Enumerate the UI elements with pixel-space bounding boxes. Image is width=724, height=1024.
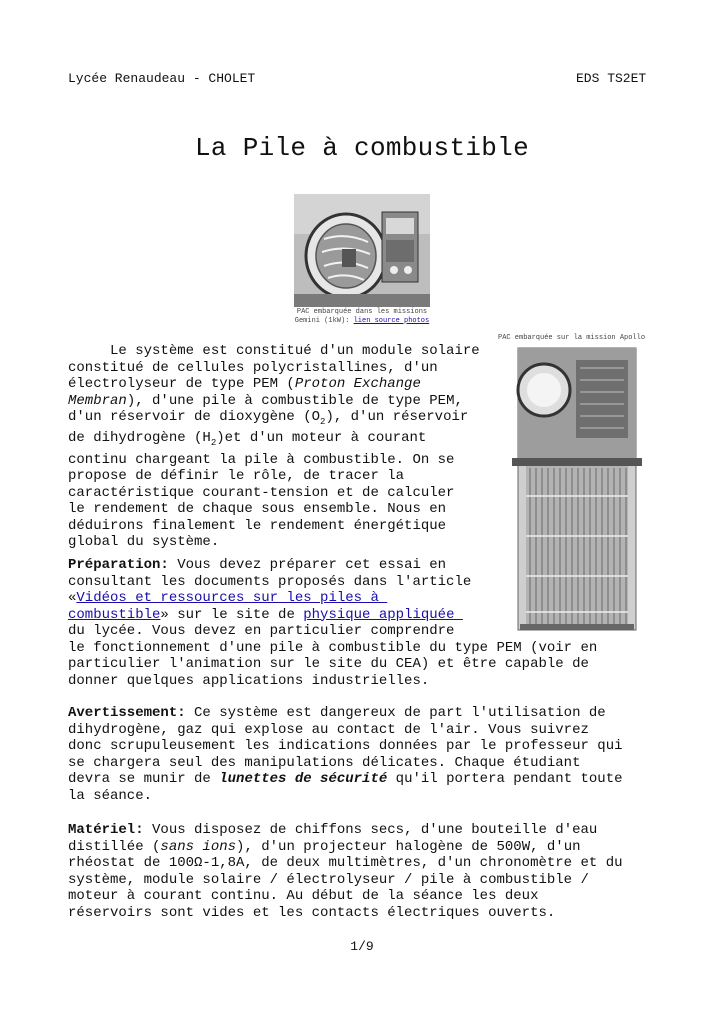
text-line: propose de définir le rôle, de tracer la bbox=[68, 468, 405, 485]
text-line: Le système est constitué d'un module solaire bbox=[68, 343, 480, 359]
text-line: se chargera seul des manipulations délicates. Chaque étudiant bbox=[68, 754, 581, 771]
text-line: qu'il portera pendant toute bbox=[387, 771, 623, 787]
header-class: EDS TS2ET bbox=[576, 71, 647, 86]
text-line: ), d'un projecteur halogène de 500W, d'un bbox=[236, 838, 581, 855]
text-line: dihydrogène, gaz qui explose au contact de l'air. Vous suivrez bbox=[68, 721, 589, 738]
page-number: 1/9 bbox=[350, 939, 374, 954]
italic-term: sans ions bbox=[160, 838, 237, 855]
page-title: La Pile à combustible bbox=[195, 133, 529, 163]
text-line: de dihydrogène (H bbox=[68, 430, 211, 447]
text-line: )et d'un moteur à courant bbox=[216, 430, 427, 447]
text-line: Ce système est dangereux de part l'utilisation de bbox=[185, 705, 606, 721]
subscript: 2 bbox=[320, 416, 326, 427]
text-line: distillée ( bbox=[68, 838, 161, 855]
section-label: Matériel: bbox=[68, 822, 144, 838]
text-line: continu chargeant la pile à combustible. On se bbox=[68, 451, 455, 468]
text-line: réservoirs sont vides et les contacts électriques ouverts. bbox=[68, 904, 556, 921]
section-label: Avertissement: bbox=[68, 705, 186, 721]
intro-paragraph bbox=[68, 343, 480, 551]
header-school: Lycée Renaudeau - CHOLET bbox=[68, 71, 256, 86]
text-line: du lycée. Vous devez en particulier comprendre bbox=[68, 623, 455, 639]
materials-paragraph bbox=[68, 822, 623, 921]
text-line: déduirons finalement le rendement énergétique bbox=[68, 517, 447, 534]
text-line: consultant les documents proposés dans l'article bbox=[68, 573, 472, 590]
text-line: » sur le site de bbox=[160, 606, 304, 623]
text-line: rhéostat de 100Ω-1,8A, de deux multimètres, d'un chronomètre et du bbox=[68, 855, 623, 871]
preparation-paragraph bbox=[68, 557, 597, 689]
text-line: moteur à courant continu. Au début de la séance les deux bbox=[68, 888, 539, 904]
text-line: la séance. bbox=[68, 787, 153, 804]
physique-appliquee-link[interactable]: physique appliquée bbox=[303, 606, 463, 623]
text-line: particulier l'animation sur le site du CEA) et être capable de bbox=[68, 656, 589, 672]
videos-resources-link-cont[interactable]: combustible bbox=[68, 606, 161, 623]
figure1-caption-line1: PAC embarquée dans les missions bbox=[296, 308, 428, 316]
text-line: d'un réservoir de dioxygène (O bbox=[68, 409, 321, 425]
text-line: donner quelques applications industrielles. bbox=[68, 672, 430, 689]
text-line: « bbox=[68, 590, 77, 606]
text-line: ), d'une pile à combustible de type PEM, bbox=[126, 392, 463, 409]
text-line: le fonctionnement d'une pile à combustible du type PEM (voir en bbox=[68, 639, 598, 656]
text-line: électrolyseur de type PEM ( bbox=[68, 376, 295, 392]
section-label: Préparation: bbox=[68, 557, 169, 573]
italic-term: Proton Exchange bbox=[294, 376, 421, 392]
text-line: Vous devez préparer cet essai en bbox=[168, 557, 447, 573]
text-line: constitué de cellules polycristallines, d'un bbox=[68, 359, 438, 376]
subscript: 2 bbox=[210, 438, 217, 449]
text-line: système, module solaire / électrolyseur / pile à combustible / bbox=[68, 871, 589, 888]
figure2-caption: PAC embarquée sur la mission Apollo bbox=[498, 334, 646, 342]
figure1-caption bbox=[286, 308, 438, 325]
text-line: caractéristique courant-tension et de calculer bbox=[68, 484, 455, 501]
videos-resources-link[interactable]: Vidéos et ressources sur les piles à bbox=[76, 590, 388, 606]
italic-term: Membran bbox=[68, 392, 127, 409]
photo-source-link[interactable]: lien source photos bbox=[353, 316, 430, 325]
figure1-caption-prefix: Gemini (1kW): bbox=[294, 316, 354, 325]
text-line: global du système. bbox=[68, 534, 220, 551]
warning-paragraph bbox=[68, 705, 623, 804]
figure1-caption-line2 bbox=[286, 317, 438, 326]
text-line: ), d'un réservoir bbox=[325, 409, 469, 425]
text-line: donc scrupuleusement les indications données par le professeur qui bbox=[68, 738, 623, 754]
text-line: devra se munir de bbox=[68, 771, 220, 787]
gemini-fuel-cell-photo bbox=[294, 194, 430, 307]
text-line: Vous disposez de chiffons secs, d'une bouteille d'eau bbox=[143, 822, 598, 838]
safety-glasses-emphasis: lunettes de sécurité bbox=[219, 771, 388, 787]
text-line: le rendement de chaque sous ensemble. Nous en bbox=[68, 501, 447, 518]
